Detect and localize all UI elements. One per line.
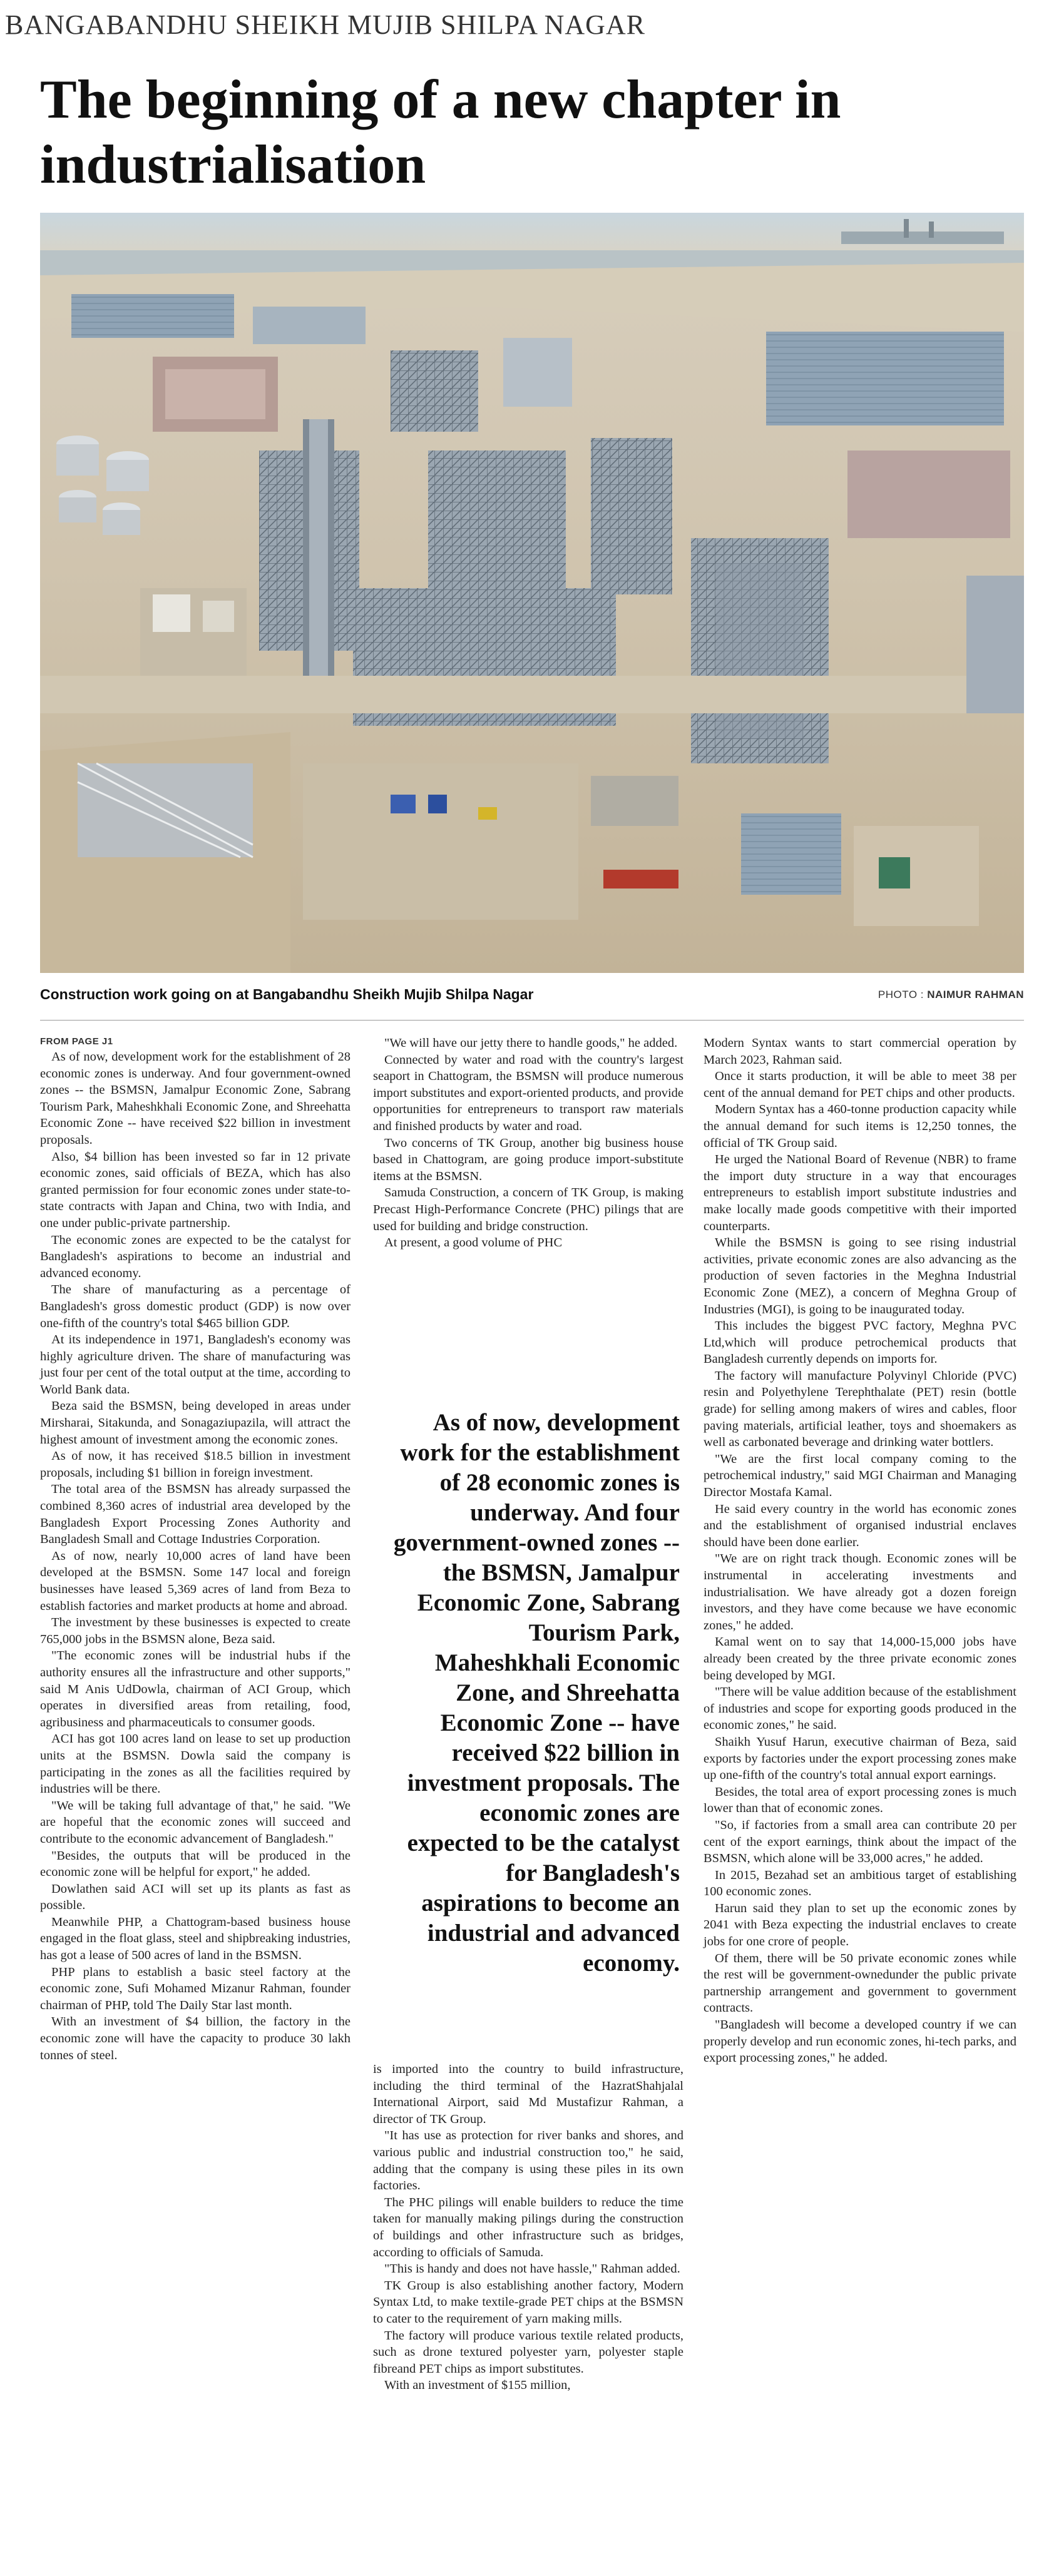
article-column-3 (704, 1035, 1016, 2067)
paragraph: As of now, nearly 10,000 acres of land have been developed at the BSMSN. Some 147 local and foreign businesses have leased 5,369 acres of land from Beza to establish factories and market products at home and abroad. (40, 1549, 351, 1613)
paragraph: At present, a good volume of PHC (384, 1236, 563, 1250)
lead-photo (40, 213, 1024, 973)
paragraph: Of them, there will be 50 private economic zones while the rest will be government-ownedunder the public private partnership arrangement and government to government contracts. (704, 1951, 1016, 2015)
paragraph: The PHC pilings will enable builders to reduce the time taken for manually making pilings during the construction of buildings and other infrastructure such as bridges, according to officials of Samuda. (373, 2195, 683, 2259)
paragraph: TK Group is also establishing another factory, Modern Syntax Ltd, to make textile-grade PET chips at the BSMSN to cater to the requirement of yarn making mills. (373, 2278, 683, 2326)
column-2-top-paragraphs (373, 1035, 683, 1251)
column-1-paragraphs (40, 1049, 351, 2064)
paragraph: Samuda Construction, a concern of TK Group, is making Precast High-Performance Concrete (PHC) pilings that are used for building and bridge construction. (373, 1186, 683, 1233)
paragraph: Kamal went on to say that 14,000-15,000 jobs have already been created by the three private economic zones being developed by MGI. (704, 1635, 1016, 1683)
headline: The beginning of a new chapter in industrialisation (40, 69, 841, 195)
paragraph: "It has use as protection for river banks and shores, and various public and industrial construction too," he said, adding that the company is using these piles in its own factories. (373, 2129, 683, 2193)
paragraph: is imported into the country to build infrastructure, including the third terminal of the HazratShahjalal International Airport, said Md Mustafizur Rahman, a director of TK Group. (373, 2062, 683, 2126)
paragraph: With an investment of $4 billion, the factory in the economic zone will have the capacity to produce 30 lakh tonnes of steel. (40, 2015, 351, 2062)
paragraph: "There will be value addition because of the establishment of industries and scope for exporting goods produced in the economic zones," he said. (704, 1685, 1016, 1733)
paragraph: Dowlathen said ACI will set up its plants as fast as possible. (40, 1881, 351, 1913)
paragraph: Meanwhile PHP, a Chattogram-based business house engaged in the float glass, steel and shipbreaking industries, has got a lease of 500 acres of land in the BSMSN. (40, 1915, 351, 1963)
paragraph: He said every country in the world has economic zones and the establishment of organised industrial enclaves should have been done earlier. (704, 1502, 1016, 1549)
paragraph: The investment by these businesses is expected to create 765,000 jobs in the BSMSN alone, Beza said. (40, 1616, 351, 1646)
paragraph: Beza said the BSMSN, being developed in areas under Mirsharai, Sitakunda, and Sonagaziupazila, will attract the highest amount of investment among the economic zones. (40, 1399, 351, 1447)
paragraph: Once it starts production, it will be able to meet 38 per cent of the annual demand for PET chips and other products. (704, 1069, 1016, 1100)
paragraph: Modern Syntax wants to start commercial operation by March 2023, Rahman said. (704, 1036, 1016, 1067)
caption-divider (40, 1020, 1024, 1021)
paragraph: As of now, it has received $18.5 billion in investment proposals, including $1 billion in foreign investment. (40, 1449, 351, 1480)
paragraph: While the BSMSN is going to see rising industrial activities, private economic zones are also advancing as the production of seven factories in the Meghna Industrial Economic Zone (MEZ), a concern of Meghna Group of Industries (MGI), is going to be inaugurated today. (704, 1236, 1016, 1316)
paragraph: Besides, the total area of export processing zones is much lower than that of economic zones. (704, 1784, 1016, 1816)
paragraph: The economic zones are expected to be the catalyst for Bangladesh's aspirations to become an industrial and advanced economy. (40, 1233, 351, 1280)
paragraph: Also, $4 billion has been invested so far in 12 private economic zones, said officials of BEZA, which has also granted permission for four economic zones under state-to-state contracts with Japan and China, two with India, and one under public-private partnership. (40, 1149, 351, 1230)
article-column-2-top (373, 1035, 683, 1251)
pull-quote: As of now, development work for the establishment of 28 economic zones is underway. And four government-owned zones -- the BSMSN, Jamalpur Economic Zone, Sabrang Tourism Park, Maheshkhali Economic Zone, and Shreehatta Economic Zone -- have received $22 billion in investment proposals. The economic zones are expected to be the catalyst for Bangladesh's aspirations to become an industrial and advanced economy. (393, 1409, 680, 1977)
paragraph: PHP plans to establish a basic steel factory at the economic zone, Sufi Mohamed Mizanur Rahman, founder chairman of PHP, told The Daily Star last month. (40, 1965, 351, 2012)
paragraph: "We are on right track though. Economic zones will be instrumental in accelerating investments and industrialisation. We have already got a dozen foreign investors, and they have come because we have economic zones," he added. (704, 1552, 1016, 1632)
paragraph: Two concerns of TK Group, another big business house based in Chattogram, are going produce import-substitute items at the BSMSN. (373, 1136, 683, 1183)
paragraph: With an investment of $155 million, (384, 2378, 571, 2393)
paragraph: "We are the first local company coming to the petrochemical industry," said MGI Chairman and Managing Director Mostafa Kamal. (704, 1452, 1016, 1500)
credit-name: NAIMUR RAHMAN (927, 989, 1024, 1000)
paragraph: The factory will produce various textile related products, such as drone textured polyester yarn, polyester staple fibreand PET chips as import substitutes. (373, 2328, 683, 2376)
credit-prefix: PHOTO : (878, 989, 928, 1000)
paragraph: This includes the biggest PVC factory, Meghna PVC Ltd,which will produce petrochemical products that Bangladesh currently depends on imports for. (704, 1319, 1016, 1367)
jump-line: FROM PAGE J1 (40, 1036, 113, 1047)
paragraph: As of now, development work for the establishment of 28 economic zones is underway. And four government-owned zones -- the BSMSN, Jamalpur Economic Zone, Sabrang Tourism Park, Maheshkhali Economic Zone, and Shreehatta Economic Zone -- have received $22 billion in investment proposals. (40, 1050, 351, 1147)
paragraph: "Bangladesh will become a developed country if we can properly develop and run economic zones, hi-tech parks, and export processing zones," he added. (704, 2018, 1016, 2065)
photo-caption: Construction work going on at Bangabandhu Sheikh Mujib Shilpa Nagar (40, 986, 534, 1002)
column-2-bottom-paragraphs (373, 2061, 683, 2394)
paragraph: "We will be taking full advantage of that," he said. "We are hopeful that the economic zones will succeed and contribute to the economic advancement of Bangladesh." (40, 1798, 351, 1846)
paragraph: In 2015, Bezahad set an ambitious target of establishing 100 economic zones. (704, 1868, 1016, 1899)
paragraph: ACI has got 100 acres land on lease to set up production units at the BSMSN. Dowla said the company is participating in the zones as all the facilities required by industries will be there. (40, 1732, 351, 1796)
section-kicker: BANGABANDHU SHEIKH MUJIB SHILPA NAGAR (5, 9, 646, 40)
paragraph: The share of manufacturing as a percentage of Bangladesh's gross domestic product (GDP) is now over one-fifth of the country's total $465 billion GDP. (40, 1283, 351, 1330)
paragraph: Modern Syntax has a 460-tonne production capacity while the annual demand for such items is 12,250 tonnes, the official of TK Group said. (704, 1102, 1016, 1150)
paragraph: "The economic zones will be industrial hubs if the authority ensures all the infrastructure and other supports," said M Anis UdDowla, chairman of ACI Group, which operates in diversified areas from retailing, food, agribusiness and pharmaceuticals to consumer goods. (40, 1649, 351, 1729)
paragraph: "We will have our jetty there to handle goods," he added. (384, 1036, 678, 1050)
construction-site-image (40, 213, 1024, 973)
paragraph: The factory will manufacture Polyvinyl Chloride (PVC) resin and Polyethylene Terephthalate (PET) resin (bottle grade) for selling among makers of wires and cables, floor paving materials, artificial leather, toys and shoemakers as well as carbonated beverage and drinking water bottlers. (704, 1368, 1016, 1450)
photo-credit (878, 989, 1024, 1001)
paragraph: At its independence in 1971, Bangladesh's economy was highly agriculture driven. The share of manufacturing was just four per cent of the total output at the time, according to World Bank data. (40, 1333, 351, 1397)
article-column-1 (40, 1035, 351, 2064)
column-3-paragraphs (704, 1035, 1016, 2067)
paragraph: "So, if factories from a small area can contribute 20 per cent of the export earnings, think about the impact of the BSMSN, which alone will be 33,000 acres," he added. (704, 1818, 1016, 1866)
paragraph: He urged the National Board of Revenue (NBR) to frame the import duty structure in a way that encourages entrepreneurs to establish import substitute industries and make locally made goods competitive with their imported counterparts. (704, 1153, 1016, 1233)
article-column-2-bottom (373, 2061, 683, 2394)
paragraph: "This is handy and does not have hassle," Rahman added. (384, 2262, 680, 2276)
paragraph: "Besides, the outputs that will be produced in the economic zone will be helpful for export," he added. (40, 1848, 351, 1880)
paragraph: The total area of the BSMSN has already surpassed the combined 8,360 acres of industrial area developed by the Bangladesh Export Processing Zones Authority and Bangladesh Small and Cottage Industries Corporation. (40, 1482, 351, 1547)
paragraph: Shaikh Yusuf Harun, executive chairman of Beza, said exports by factories under the export processing zones make up one-fifth of the country's total annual export earnings. (704, 1734, 1016, 1783)
paragraph: Connected by water and road with the country's largest seaport in Chattogram, the BSMSN will produce numerous import substitutes and export-oriented products, and provide opportunities for entrepreneurs to transport raw materials and finished products by water and road. (373, 1052, 683, 1133)
paragraph: Harun said they plan to set up the economic zones by 2041 with Beza expecting the industrial enclaves to create jobs for one crore of people. (704, 1901, 1016, 1949)
